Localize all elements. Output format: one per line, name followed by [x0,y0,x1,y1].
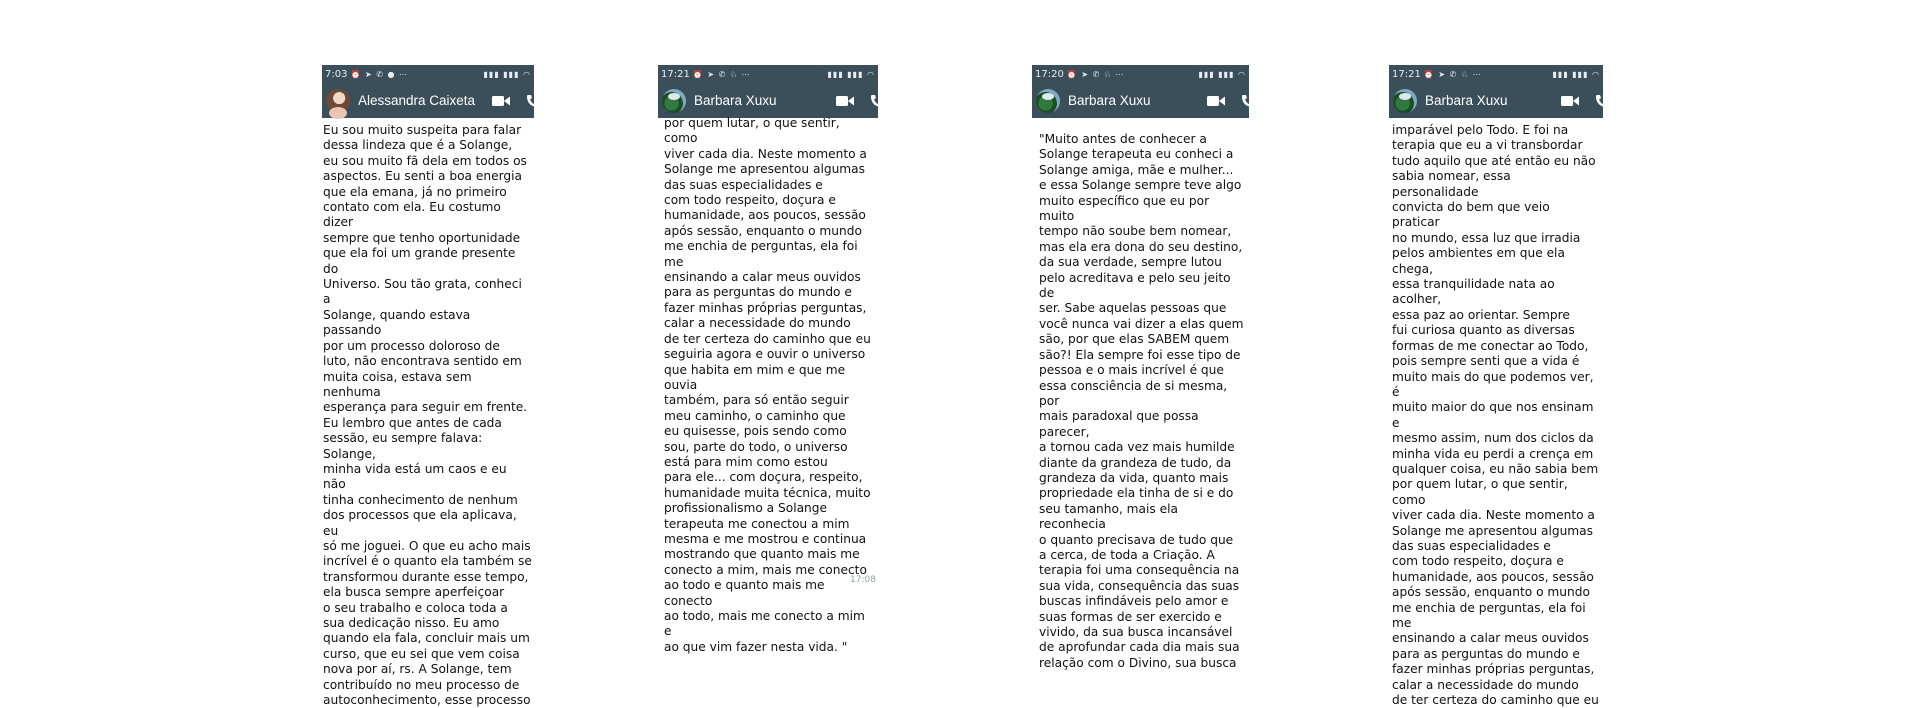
signal-icon: ▮▮▮ ▮▮▮ ◠ [1552,69,1600,79]
signal-icon: ▮▮▮ ▮▮▮ ◠ [1198,69,1246,79]
contact-name[interactable]: Barbara Xuxu [1068,93,1151,108]
screenshot-alessandra [322,65,534,708]
status-time: 17:21 [661,68,690,80]
message-time: 17:08 [850,575,876,585]
chat-header[interactable] [1389,83,1603,118]
contact-avatar[interactable] [1393,89,1417,113]
video-call-icon[interactable] [1561,94,1595,108]
phone-call-icon[interactable] [1241,94,1249,108]
message-text: Eu sou muito suspeita para falar dessa lindeza que é a Solange, eu sou muito fã dela em todos os aspectos. Eu senti a boa energia que ela emana, já no primeiro contato com ela. Eu costumo dizer sempre que tenho oportunidade que ela foi um grande presente do Universo. Sou tão grata, conheci a Solange, quando estava passando por um processo doloroso de luto, não encontrava sentido em muita coisa, estava sem nenhuma esperança para seguir em frente. Eu lembro que antes de cada sessão, eu sempre falava: Solange, minha vida está um caos e eu não tinha conhecimento de nenhum dos processos que ela aplicava, eu só me joguei. O que eu acho mais incrível é o quanto ela também se transformou durante esse tempo, ela busca sempre aperfeiçoar o seu trabalho e coloca toda a sua dedicação nisso. Eu amo quando ela fala, concluir mais um curso, que eu sei que vem coisa nova por aí, rs. A Solange, tem contribuído no meu processo de autoconhecimento, esse processo [323,123,532,708]
video-call-icon[interactable] [1207,94,1241,108]
notification-icons: ⏰ ➤ ✆ ♘ ⋯ [1066,69,1125,79]
notification-icons: ⏰ ➤ ✆ ♘ ⋯ [692,69,751,79]
chat-header[interactable] [658,83,878,118]
screenshot-barbara-3 [1389,65,1603,708]
video-call-icon[interactable] [836,94,870,108]
status-bar [1389,65,1603,83]
status-bar [322,65,534,83]
contact-avatar[interactable] [662,89,686,113]
contact-avatar[interactable] [1036,89,1060,113]
screenshot-barbara-2 [1032,65,1249,670]
contact-name[interactable]: Barbara Xuxu [1425,93,1508,108]
notification-icons: ⏰ ➤ ✆ ● ⋯ [350,69,408,79]
status-time: 17:20 [1035,68,1064,80]
message-text: "Muito antes de conhecer a Solange terapeuta eu conheci a Solange amiga, mãe e mulher... e essa Solange sempre teve algo muito específico que eu por muito tempo não soube bem nomear, mas ela era dona do seu destino, da sua verdade, sempre lutou pelo acreditava e pelo seu jeito de ser. Sabe aquelas pessoas que você nunca vai dizer a elas quem são, por que elas SABEM quem são?! Ela sempre foi esse tipo de pessoa e o mais incrível é que essa consciência de si mesma, por mais paradoxal que possa parecer, a tornou cada vez mais humilde diante da grandeza de tudo, da grandeza da vida, quanto mais propriedade ela tinha de si e do seu tamanho, mais ela reconhecia o quanto precisava de tudo que a cerca, de toda a Criação. A terapia foi uma consequência na sua vida, consequência das suas buscas infindáveis pelo amor e suas formas de ser exercido e vivido, da sua busca incansável de aprofundar cada dia mais sua relação com o Divino, sua busca [1039,132,1244,670]
signal-icon: ▮▮▮ ▮▮▮ ◠ [827,69,875,79]
message-text: imparável pelo Todo. E foi na terapia que eu a vi transbordar tudo aquilo que até então eu não sabia nomear, essa personalidade convicta do bem que veio praticar no mundo, essa luz que irradia pelos ambientes em que ela chega, essa tranquilidade nata ao acolher, essa paz ao orientar. Sempre fui curiosa quanto as diversas formas de me conectar ao Todo, pois sempre senti que a vida é muito mais do que podemos ver, é muito maior do que nos ensinam e mesmo assim, num dos ciclos da minha vida eu perdi a crença em qualquer coisa, eu não sabia bem por quem lutar, o que sentir, como viver cada dia. Neste momento a Solange me apresentou algumas das suas especialidades e com todo respeito, doçura e humanidade, aos poucos, sessão após sessão, enquanto o mundo me enchia de perguntas, ela foi me ensinando a calar meus ouvidos para as perguntas do mundo e fazer minhas próprias perguntas, calar a necessidade do mundo de ter certeza do caminho que eu [1392,123,1599,708]
contact-name[interactable]: Barbara Xuxu [694,93,777,108]
video-call-icon[interactable] [492,94,526,108]
chat-header[interactable] [1032,83,1249,118]
status-time: 7:03 [325,68,348,80]
phone-call-icon[interactable] [870,94,878,108]
screenshot-barbara-1 [658,65,878,654]
signal-icon: ▮▮▮ ▮▮▮ ◠ [483,69,531,79]
status-time: 17:21 [1392,68,1421,80]
contact-avatar[interactable] [326,89,350,113]
message-text: por quem lutar, o que sentir, como viver cada dia. Neste momento a Solange me apresentou algumas das suas especialidades e com todo respeito, doçura e humanidade, aos poucos, sessão após sessão, enquanto o mundo me enchia de perguntas, ela foi me ensinando a calar meus ouvidos para as perguntas do mundo e fazer minhas próprias perguntas, calar a necessidade do mundo de ter certeza do caminho que eu seguiria agora e ouvir o universo que habita em mim e que me ouvia também, para só então seguir meu caminho, o caminho que eu quisesse, pois sendo como sou, parte do todo, o universo está para mim como estou para ele... com doçura, respeito, humanidade muita técnica, muito profissionalismo a Solange terapeuta me conectou a mim mesma e me mostrou e continua mostrando que quanto mais me conecto a mim, mais me conecto ao todo e quanto mais me conecto ao todo, mais me conecto a mim e ao que vim fazer nesta vida. " [664,116,871,654]
status-bar [1032,65,1249,83]
contact-name[interactable]: Alessandra Caixeta [358,93,476,108]
phone-call-icon[interactable] [1595,94,1603,108]
phone-call-icon[interactable] [526,94,534,108]
chat-header[interactable] [322,83,534,118]
notification-icons: ⏰ ➤ ✆ ♘ ⋯ [1423,69,1482,79]
status-bar [658,65,878,83]
